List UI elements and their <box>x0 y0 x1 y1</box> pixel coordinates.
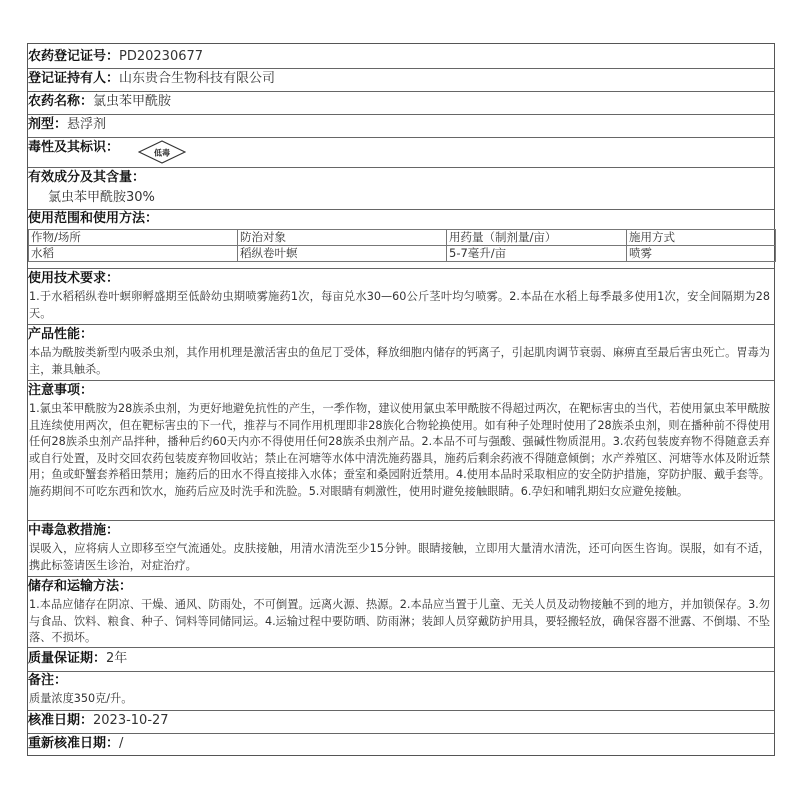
pesticide-name-label: 农药名称： <box>28 94 94 109</box>
divider <box>28 324 774 325</box>
holder-label: 登记证持有人： <box>28 71 120 86</box>
storage-label: 储存和运输方法： <box>28 579 133 594</box>
tech-requirements-label: 使用技术要求： <box>28 271 120 286</box>
first-aid-text: 误吸入，应将病人立即移至空气流通处。皮肤接触，用清水清洗至少15分钟。眼睛接触，立即用大量清水清洗，还可向医生咨询。误服，如有不适，携此标签请医生诊治，对症治疗。 <box>29 542 770 572</box>
usage-cell-target: 稻纵卷叶螟 <box>238 246 447 262</box>
divider <box>28 576 774 577</box>
usage-label: 使用范围和使用方法： <box>28 211 159 226</box>
usage-cell-dosage: 5-7毫升/亩 <box>447 246 627 262</box>
first-aid-label: 中毒急救措施： <box>28 523 120 538</box>
toxicity-badge-text: 低毒 <box>154 148 170 158</box>
ingredients-header-row <box>28 168 774 188</box>
registration-number-row <box>28 47 774 67</box>
usage-header-target: 防治对象 <box>238 230 447 246</box>
formulation-value: 悬浮剂 <box>67 117 107 132</box>
divider <box>28 380 774 381</box>
shelf-life-row <box>28 649 774 669</box>
reapproval-date-value: / <box>119 736 124 751</box>
holder-row <box>28 69 774 89</box>
remarks-label: 备注： <box>28 673 68 688</box>
reapproval-date-row <box>28 734 774 754</box>
toxicity-label: 毒性及其标识： <box>28 140 120 155</box>
usage-header-method: 施用方式 <box>627 230 776 246</box>
performance-label: 产品性能： <box>28 327 94 342</box>
ingredients-label: 有效成分及其含量： <box>28 170 146 185</box>
storage-text: 1.本品应储存在阴凉、干燥、通风、防雨处，不可倒置。远离火源、热源。2.本品应当置于儿童、无关人员及动物接触不到的地方，并加锁保存。3.勿与食品、饮料、粮食、种子、饲料等同储同运。4.运输过程中要防晒、防雨淋；装卸人员穿戴防护用具，要轻搬轻放，确保容器不泄露、不倒塌、不坠落、不损坏。 <box>29 598 770 644</box>
precautions-label: 注意事项： <box>28 383 94 398</box>
usage-table-header-row <box>29 230 776 246</box>
ingredients-value-row <box>48 188 774 208</box>
formulation-label: 剂型： <box>28 117 68 132</box>
holder-value: 山东贵合生物科技有限公司 <box>119 71 276 86</box>
precautions-text: 1.氯虫苯甲酰胺为28族杀虫剂，为更好地避免抗性的产生，一季作物，建议使用氯虫苯甲酰胺不得超过两次，在靶标害虫的当代，若使用氯虫苯甲酰胺且连续使用两次，但在靶标害虫的下一代，推荐与不同作用机理即非28族化合物轮换使用。如有种子处理时使用了28族杀虫剂，则在播种前不得使用任何28族杀虫剂产品拌种，播种后约60天内亦不得使用任何28族杀虫剂产品。2.本品不可与强酸、强碱性物质混用。3.农药包装废弃物不得随意丢弃或自行处置，及时交回农药包装废弃物回收站；禁止在河塘等水体中清洗施药器具，施药后剩余药液不得随意倾倒；水产养殖区、河塘等水体及附近禁用；鱼或虾蟹套养稻田禁用；施药后的田水不得直接排入水体；蚕室和桑园附近禁用。4.使用本品时采取相应的安全防护措施，穿防护服、戴手套等。施药期间不可吃东西和饮水，施药后应及时洗手和洗脸。5.对眼睛有刺激性，使用时避免接触眼睛。6.孕妇和哺乳期妇女应避免接触。 <box>29 402 770 498</box>
registration-number-value: PD20230677 <box>119 49 204 64</box>
tech-requirements-text: 1.于水稻稻纵卷叶螟卵孵盛期至低龄幼虫期喷雾施药1次，每亩兑水30—60公斤茎叶均匀喷雾。2.本品在水稻上每季最多使用1次，安全间隔期为28天。 <box>29 290 770 320</box>
divider <box>28 647 774 648</box>
usage-header-row <box>28 209 774 229</box>
shelf-life-value: 2年 <box>106 651 128 666</box>
ingredients-value: 氯虫苯甲酰胺30% <box>48 190 155 205</box>
registration-number-label: 农药登记证号： <box>28 49 120 64</box>
approval-date-row <box>28 711 774 731</box>
usage-header-dosage: 用药量（制剂量/亩） <box>447 230 627 246</box>
usage-cell-method: 喷雾 <box>627 246 776 262</box>
pesticide-name-value: 氯虫苯甲酰胺 <box>93 94 172 109</box>
pesticide-label-document <box>27 43 775 756</box>
table-row <box>29 246 776 262</box>
divider <box>28 671 774 672</box>
reapproval-date-label: 重新核准日期： <box>28 736 120 751</box>
performance-text: 本品为酰胺类新型内吸杀虫剂，其作用机理是激活害虫的鱼尼丁受体，释放细胞内储存的钙离子，引起肌肉调节衰弱、麻痹直至最后害虫死亡。胃毒为主，兼具触杀。 <box>29 346 770 376</box>
usage-header-crop: 作物/场所 <box>29 230 238 246</box>
divider <box>28 268 774 269</box>
low-toxicity-diamond-icon <box>138 140 186 164</box>
approval-date-value: 2023-10-27 <box>93 713 169 728</box>
divider <box>28 520 774 521</box>
formulation-row <box>28 115 774 135</box>
pesticide-name-row <box>28 92 774 112</box>
approval-date-label: 核准日期： <box>28 713 94 728</box>
shelf-life-label: 质量保证期： <box>28 651 107 666</box>
usage-cell-crop: 水稻 <box>29 246 238 262</box>
remarks-text: 质量浓度350克/升。 <box>29 692 133 705</box>
usage-table <box>28 229 776 262</box>
